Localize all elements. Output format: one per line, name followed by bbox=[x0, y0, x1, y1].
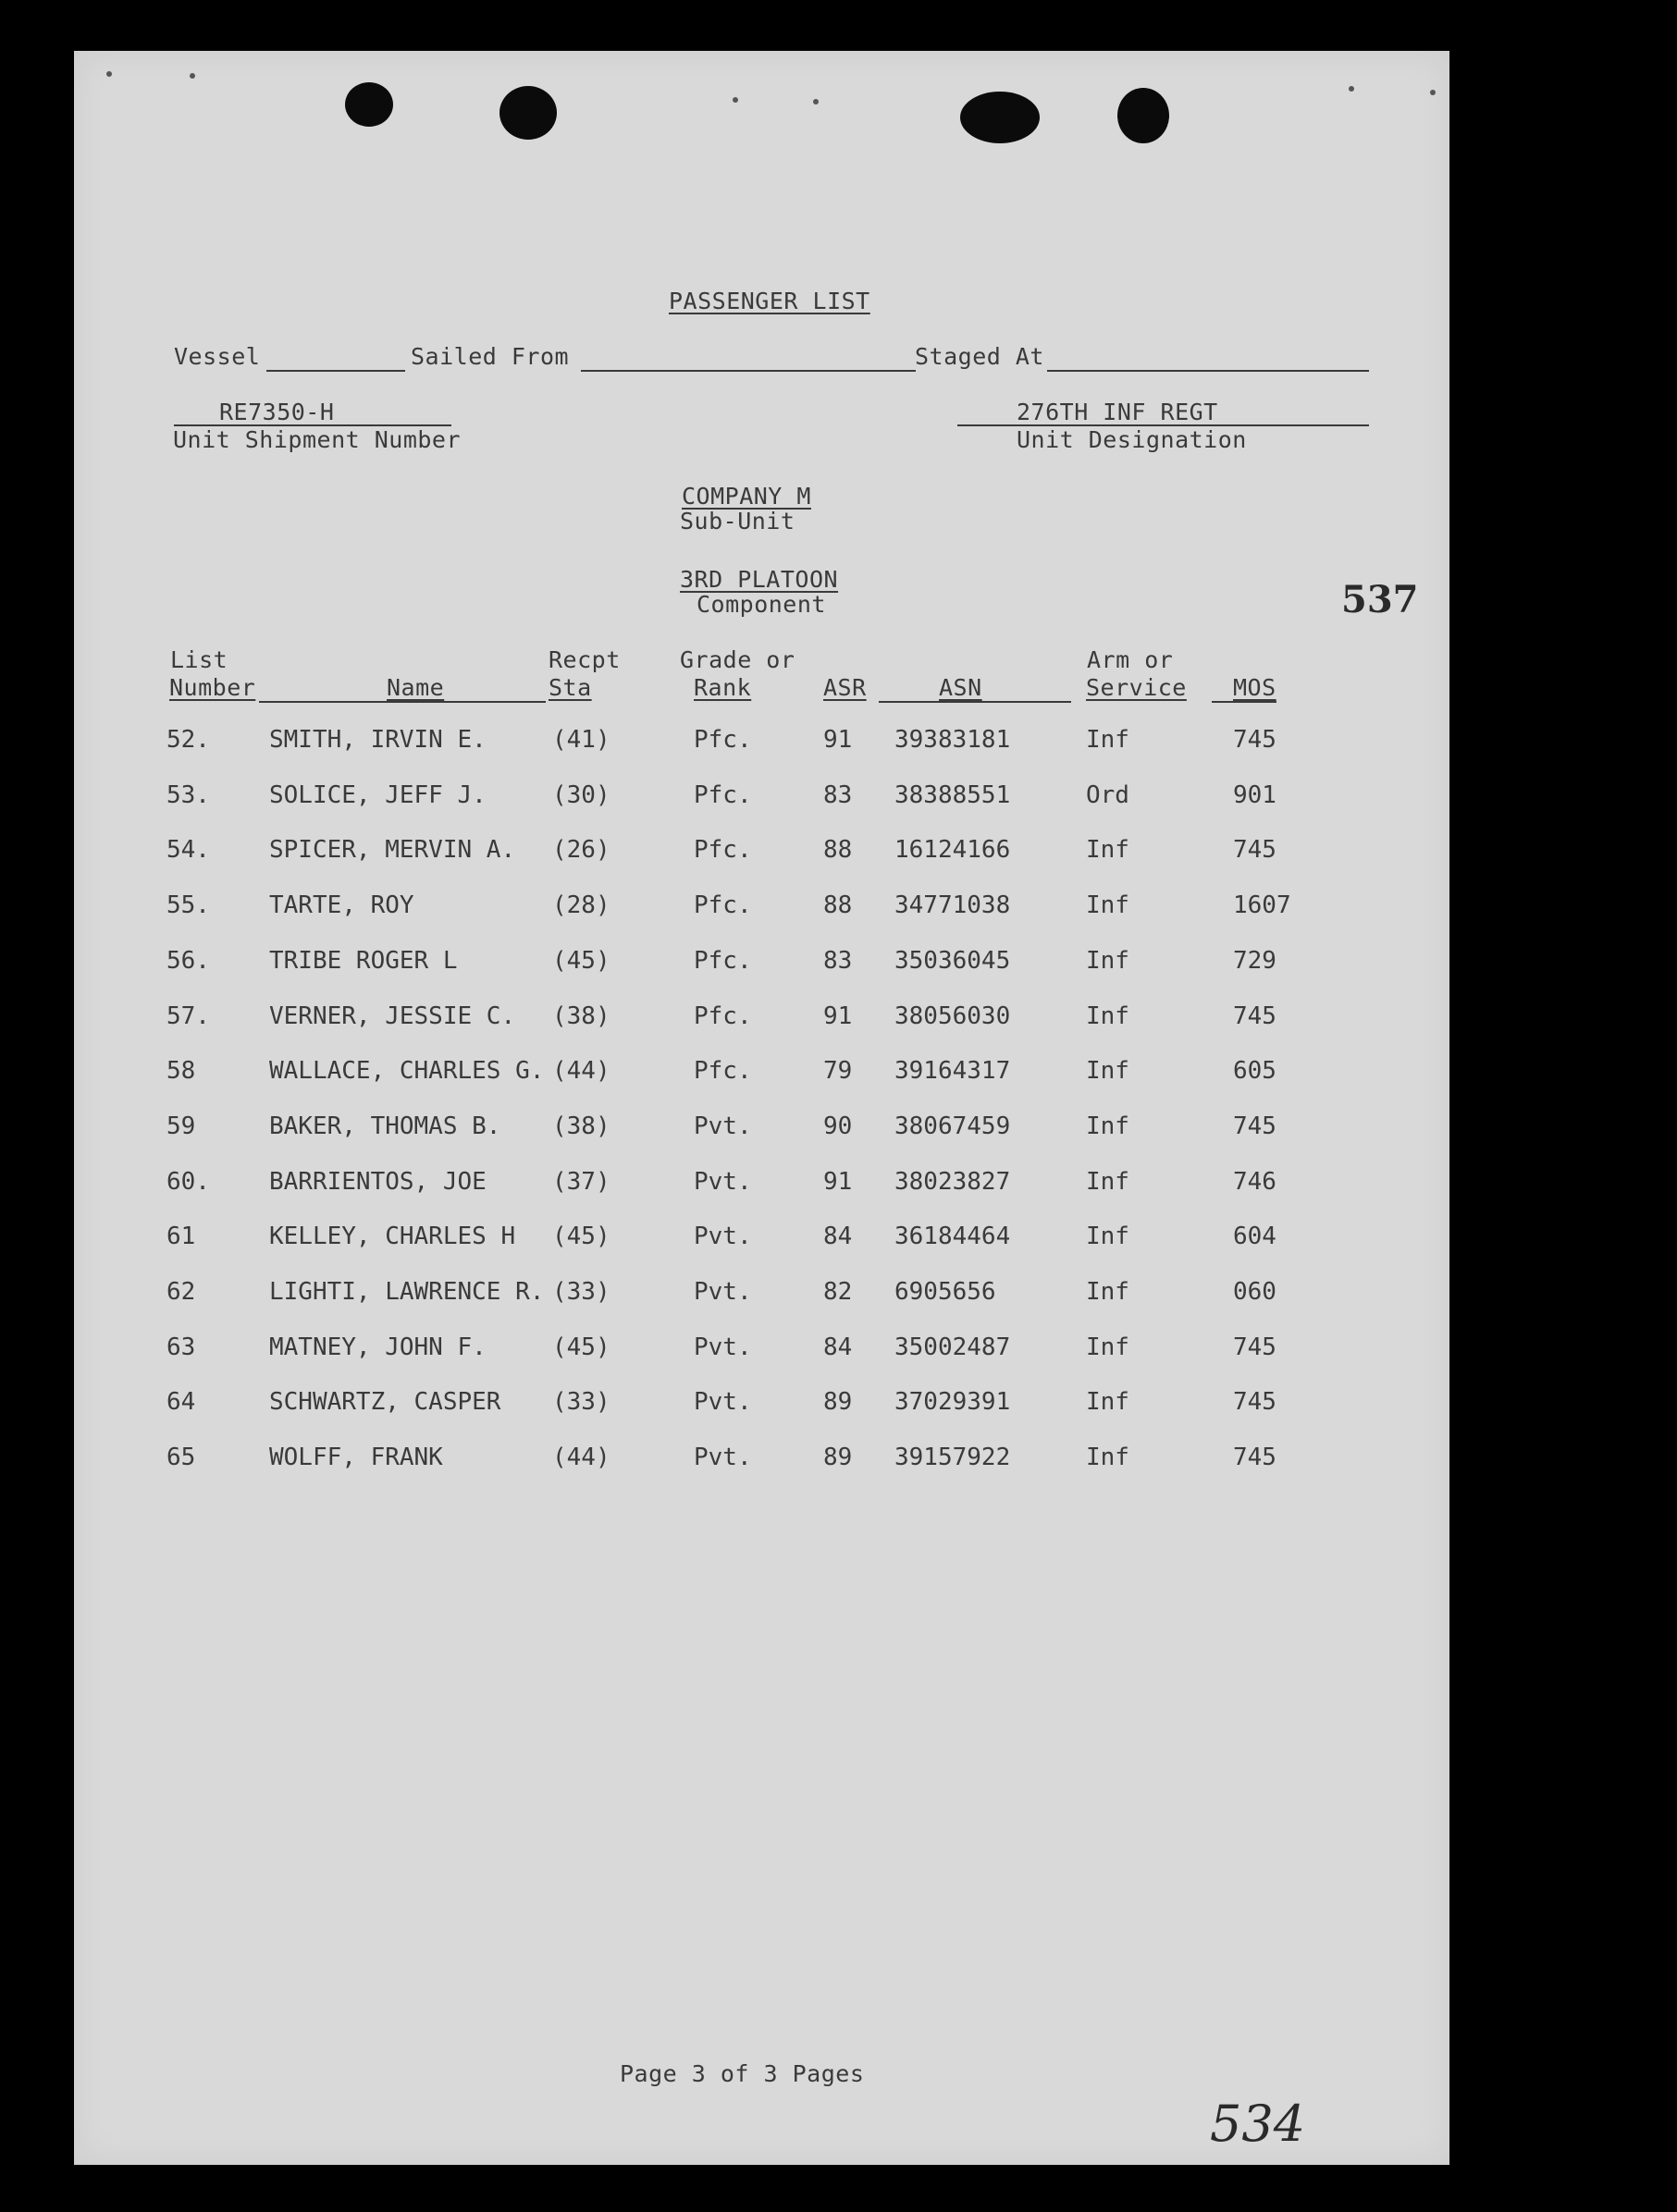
cell-asr: 89 bbox=[823, 1388, 853, 1416]
punch-hole bbox=[345, 82, 393, 127]
speck bbox=[106, 71, 112, 77]
speck bbox=[733, 97, 738, 103]
cell-name: SMITH, IRVIN E. bbox=[269, 726, 487, 754]
header-underline-name bbox=[259, 701, 546, 703]
component-label: Component bbox=[697, 591, 826, 618]
cell-asn: 6905656 bbox=[894, 1278, 996, 1306]
cell-num: 61 bbox=[166, 1223, 196, 1250]
cell-name: SPICER, MERVIN A. bbox=[269, 836, 516, 864]
cell-mos: 745 bbox=[1233, 1388, 1276, 1416]
punch-hole bbox=[960, 92, 1040, 143]
cell-asn: 35002487 bbox=[894, 1333, 1011, 1361]
cell-sta: (33) bbox=[552, 1278, 610, 1306]
cell-name: WALLACE, CHARLES G. bbox=[269, 1057, 545, 1085]
vessel-blank bbox=[266, 370, 405, 372]
sailed-from-label: Sailed From bbox=[411, 343, 570, 370]
cell-name: BAKER, THOMAS B. bbox=[269, 1112, 501, 1140]
cell-name: TARTE, ROY bbox=[269, 891, 414, 919]
cell-num: 54. bbox=[166, 836, 210, 864]
cell-mos: 604 bbox=[1233, 1223, 1276, 1250]
header-name: Name bbox=[387, 674, 445, 701]
cell-sta: (28) bbox=[552, 891, 610, 919]
cell-asn: 38056030 bbox=[894, 1002, 1011, 1030]
cell-arm: Inf bbox=[1086, 1278, 1129, 1306]
cell-mos: 060 bbox=[1233, 1278, 1276, 1306]
cell-rank: Pvt. bbox=[694, 1168, 752, 1196]
header-list-2: Number bbox=[169, 674, 256, 701]
cell-sta: (41) bbox=[552, 726, 610, 754]
document-title: PASSENGER LIST bbox=[669, 288, 870, 314]
document-page bbox=[74, 51, 1449, 2165]
cell-asn: 38388551 bbox=[894, 781, 1011, 809]
cell-rank: Pvt. bbox=[694, 1333, 752, 1361]
cell-num: 60. bbox=[166, 1168, 210, 1196]
cell-name: KELLEY, CHARLES H bbox=[269, 1223, 516, 1250]
header-underline-asn bbox=[879, 701, 1071, 703]
header-arm-2: Service bbox=[1086, 674, 1187, 701]
speck bbox=[1430, 90, 1436, 95]
cell-mos: 745 bbox=[1233, 1333, 1276, 1361]
cell-num: 53. bbox=[166, 781, 210, 809]
cell-name: WOLFF, FRANK bbox=[269, 1444, 443, 1471]
cell-asr: 83 bbox=[823, 781, 853, 809]
unit-shipment-number-label: Unit Shipment Number bbox=[173, 426, 462, 453]
cell-num: 65 bbox=[166, 1444, 196, 1471]
cell-name: SOLICE, JEFF J. bbox=[269, 781, 487, 809]
cell-mos: 745 bbox=[1233, 1002, 1276, 1030]
cell-name: VERNER, JESSIE C. bbox=[269, 1002, 516, 1030]
cell-arm: Inf bbox=[1086, 1112, 1129, 1140]
speck bbox=[1349, 86, 1354, 92]
unit-shipment-number: RE7350-H bbox=[219, 399, 335, 425]
header-underline-mos bbox=[1212, 701, 1276, 703]
header-grade-1: Grade or bbox=[680, 646, 795, 673]
cell-arm: Inf bbox=[1086, 1168, 1129, 1196]
cell-arm: Inf bbox=[1086, 1444, 1129, 1471]
cell-rank: Pfc. bbox=[694, 947, 752, 975]
cell-asr: 91 bbox=[823, 1002, 853, 1030]
cell-num: 58 bbox=[166, 1057, 196, 1085]
cell-sta: (38) bbox=[552, 1002, 610, 1030]
sailed-from-blank bbox=[581, 370, 916, 372]
cell-asr: 83 bbox=[823, 947, 853, 975]
sub-unit: COMPANY M bbox=[682, 483, 811, 510]
cell-mos: 605 bbox=[1233, 1057, 1276, 1085]
speck bbox=[813, 99, 819, 104]
cell-num: 59 bbox=[166, 1112, 196, 1140]
cell-mos: 745 bbox=[1233, 726, 1276, 754]
cell-asr: 84 bbox=[823, 1333, 853, 1361]
cell-asr: 88 bbox=[823, 836, 853, 864]
cell-asr: 84 bbox=[823, 1223, 853, 1250]
speck bbox=[190, 73, 195, 79]
header-recpt-2: Sta bbox=[549, 674, 592, 701]
cell-rank: Pfc. bbox=[694, 781, 752, 809]
cell-asn: 39164317 bbox=[894, 1057, 1011, 1085]
cell-sta: (45) bbox=[552, 947, 610, 975]
cell-arm: Inf bbox=[1086, 1388, 1129, 1416]
cell-name: MATNEY, JOHN F. bbox=[269, 1333, 487, 1361]
cell-arm: Inf bbox=[1086, 726, 1129, 754]
cell-asr: 79 bbox=[823, 1057, 853, 1085]
cell-asn: 38067459 bbox=[894, 1112, 1011, 1140]
header-grade-2: Rank bbox=[694, 674, 752, 701]
cell-rank: Pvt. bbox=[694, 1444, 752, 1471]
unit-designation-label: Unit Designation bbox=[1017, 426, 1247, 453]
cell-asn: 38023827 bbox=[894, 1168, 1011, 1196]
cell-rank: Pfc. bbox=[694, 836, 752, 864]
header-asn: ASN bbox=[939, 674, 982, 701]
unit-designation: 276TH INF REGT bbox=[1017, 399, 1218, 425]
cell-asr: 90 bbox=[823, 1112, 853, 1140]
cell-arm: Inf bbox=[1086, 836, 1129, 864]
cell-mos: 745 bbox=[1233, 1112, 1276, 1140]
cell-sta: (26) bbox=[552, 836, 610, 864]
cell-rank: Pvt. bbox=[694, 1278, 752, 1306]
cell-asn: 34771038 bbox=[894, 891, 1011, 919]
staged-at-label: Staged At bbox=[915, 343, 1044, 370]
cell-num: 64 bbox=[166, 1388, 196, 1416]
handwritten-page-number-bottom: 534 bbox=[1210, 2095, 1306, 2153]
cell-num: 52. bbox=[166, 726, 210, 754]
cell-name: TRIBE ROGER L bbox=[269, 947, 458, 975]
cell-rank: Pfc. bbox=[694, 1057, 752, 1085]
cell-sta: (44) bbox=[552, 1444, 610, 1471]
cell-name: SCHWARTZ, CASPER bbox=[269, 1388, 501, 1416]
header-mos: MOS bbox=[1233, 674, 1276, 701]
cell-sta: (33) bbox=[552, 1388, 610, 1416]
punch-hole bbox=[499, 86, 557, 140]
header-recpt-1: Recpt bbox=[549, 646, 621, 673]
cell-num: 57. bbox=[166, 1002, 210, 1030]
cell-sta: (45) bbox=[552, 1223, 610, 1250]
header-list-1: List bbox=[170, 646, 228, 673]
cell-mos: 745 bbox=[1233, 1444, 1276, 1471]
cell-num: 55. bbox=[166, 891, 210, 919]
staged-at-blank bbox=[1047, 370, 1369, 372]
cell-sta: (44) bbox=[552, 1057, 610, 1085]
punch-hole bbox=[1117, 88, 1169, 143]
sub-unit-label: Sub-Unit bbox=[680, 508, 795, 535]
cell-num: 62 bbox=[166, 1278, 196, 1306]
vessel-label: Vessel bbox=[174, 343, 261, 370]
cell-asn: 39383181 bbox=[894, 726, 1011, 754]
cell-asr: 91 bbox=[823, 726, 853, 754]
cell-asn: 39157922 bbox=[894, 1444, 1011, 1471]
cell-num: 56. bbox=[166, 947, 210, 975]
cell-asn: 35036045 bbox=[894, 947, 1011, 975]
component: 3RD PLATOON bbox=[680, 566, 839, 593]
cell-asr: 88 bbox=[823, 891, 853, 919]
cell-mos: 1607 bbox=[1233, 891, 1291, 919]
cell-asn: 16124166 bbox=[894, 836, 1011, 864]
cell-rank: Pfc. bbox=[694, 1002, 752, 1030]
cell-asr: 89 bbox=[823, 1444, 853, 1471]
cell-mos: 901 bbox=[1233, 781, 1276, 809]
cell-mos: 729 bbox=[1233, 947, 1276, 975]
cell-mos: 746 bbox=[1233, 1168, 1276, 1196]
cell-asn: 37029391 bbox=[894, 1388, 1011, 1416]
cell-name: BARRIENTOS, JOE bbox=[269, 1168, 487, 1196]
cell-rank: Pvt. bbox=[694, 1388, 752, 1416]
cell-sta: (38) bbox=[552, 1112, 610, 1140]
handwritten-page-number-top: 537 bbox=[1341, 578, 1419, 621]
cell-arm: Ord bbox=[1086, 781, 1129, 809]
cell-sta: (30) bbox=[552, 781, 610, 809]
cell-arm: Inf bbox=[1086, 1002, 1129, 1030]
cell-arm: Inf bbox=[1086, 891, 1129, 919]
cell-arm: Inf bbox=[1086, 1333, 1129, 1361]
cell-arm: Inf bbox=[1086, 1057, 1129, 1085]
cell-rank: Pfc. bbox=[694, 726, 752, 754]
cell-arm: Inf bbox=[1086, 947, 1129, 975]
cell-sta: (45) bbox=[552, 1333, 610, 1361]
cell-num: 63 bbox=[166, 1333, 196, 1361]
cell-rank: Pfc. bbox=[694, 891, 752, 919]
cell-asr: 82 bbox=[823, 1278, 853, 1306]
page-footer: Page 3 of 3 Pages bbox=[620, 2060, 865, 2087]
header-arm-1: Arm or bbox=[1087, 646, 1174, 673]
cell-rank: Pvt. bbox=[694, 1223, 752, 1250]
header-asr: ASR bbox=[823, 674, 867, 701]
cell-mos: 745 bbox=[1233, 836, 1276, 864]
cell-arm: Inf bbox=[1086, 1223, 1129, 1250]
cell-rank: Pvt. bbox=[694, 1112, 752, 1140]
cell-name: LIGHTI, LAWRENCE R. bbox=[269, 1278, 545, 1306]
cell-asn: 36184464 bbox=[894, 1223, 1011, 1250]
cell-sta: (37) bbox=[552, 1168, 610, 1196]
cell-asr: 91 bbox=[823, 1168, 853, 1196]
